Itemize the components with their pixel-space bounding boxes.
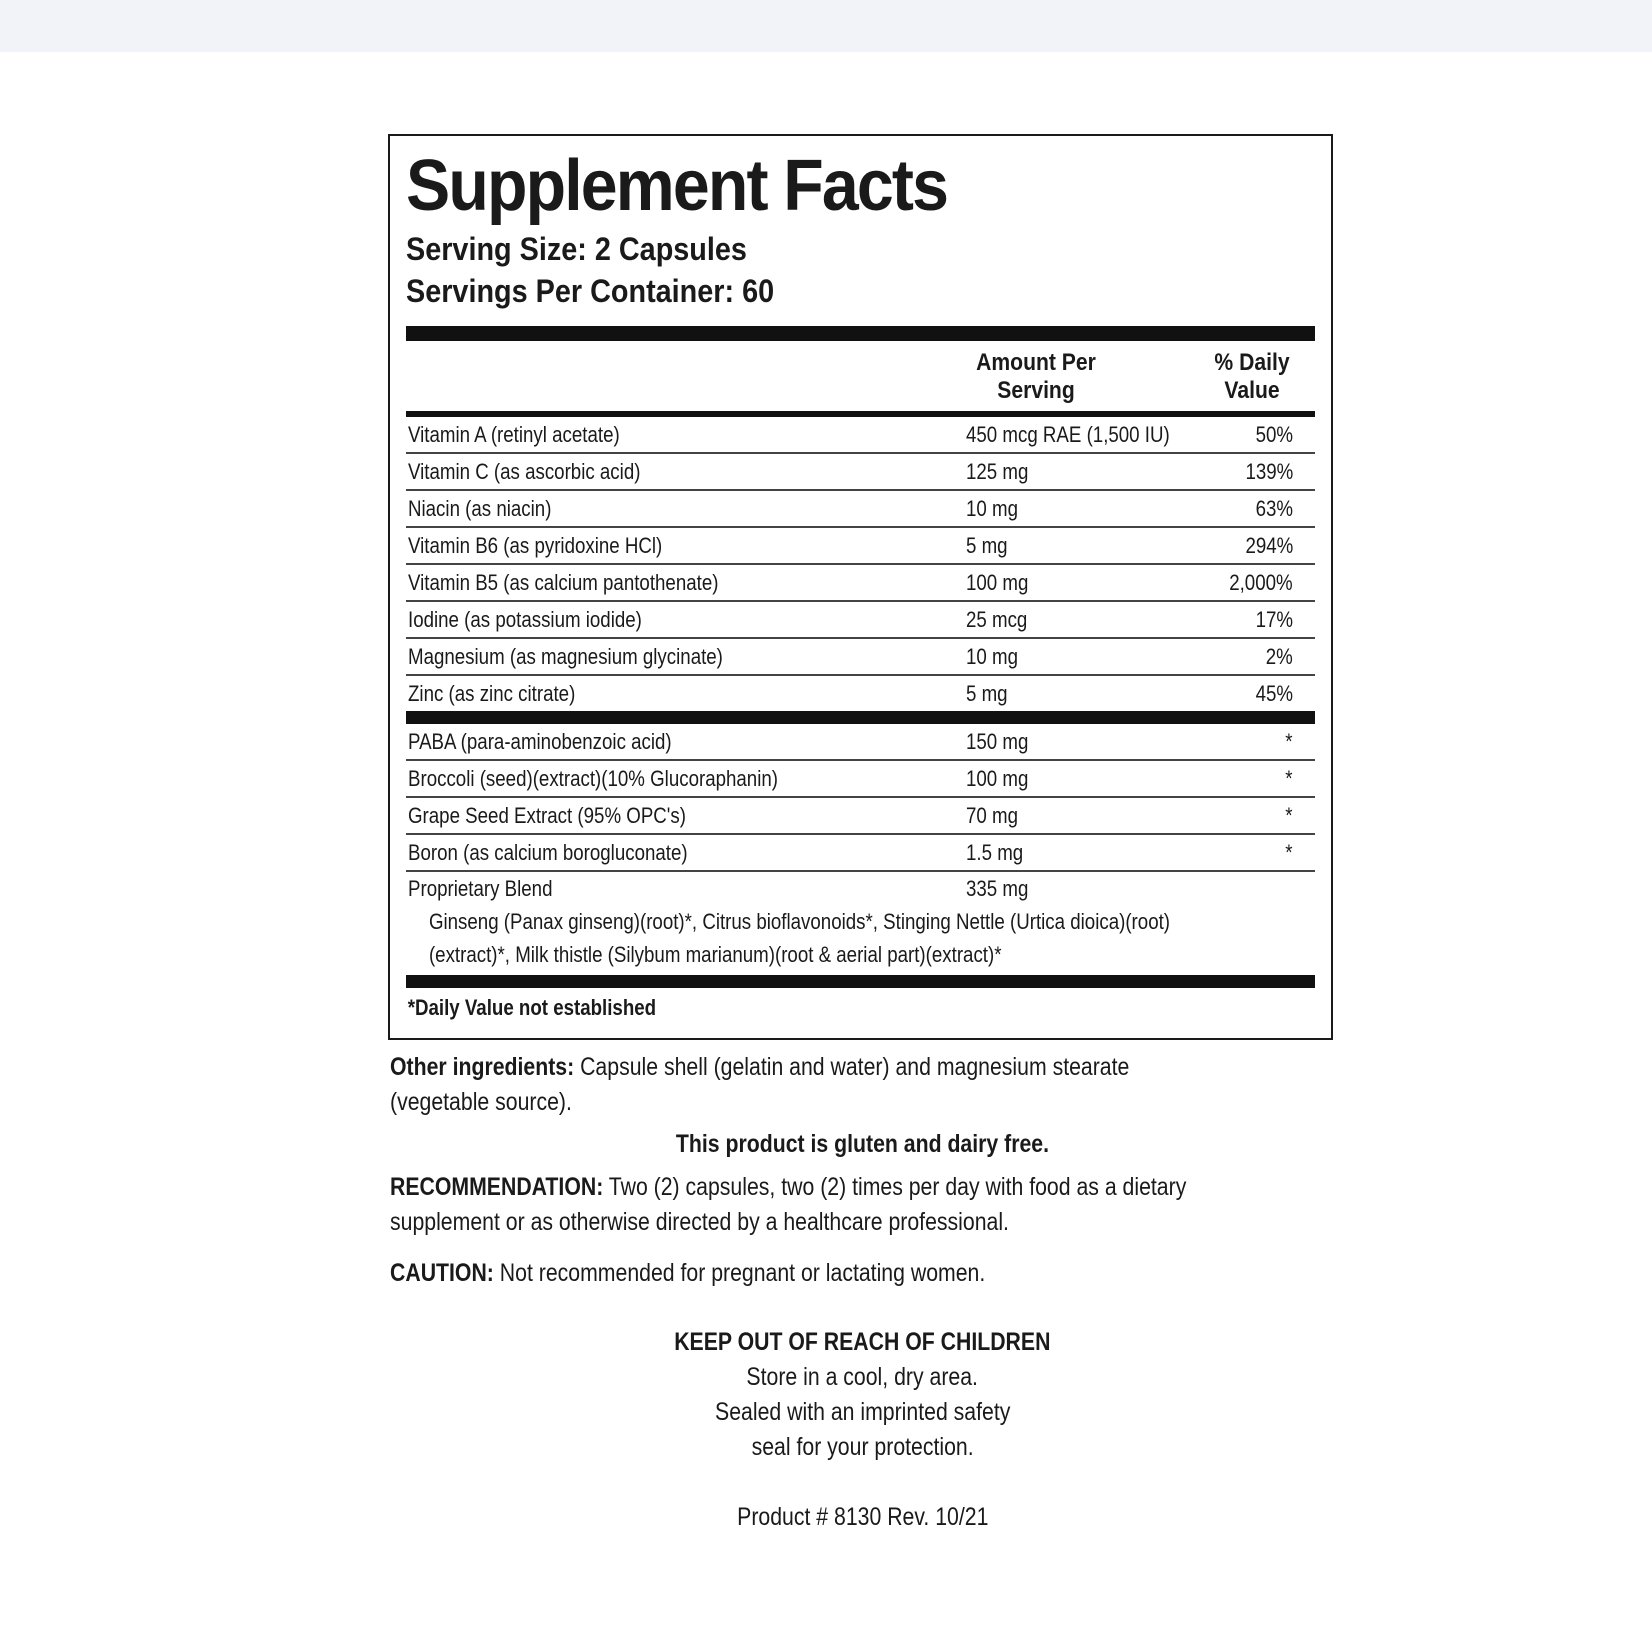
- blend-description-line: (extract)*, Milk thistle (Silybum marianum)(root & aerial part)(extract)*: [428, 942, 1002, 967]
- servings-per-container: Servings Per Container: 60: [406, 273, 775, 309]
- thick-divider: [406, 711, 1315, 724]
- panel-title: Supplement Facts: [406, 146, 948, 226]
- product-info: Product # 8130 Rev. 10/21: [736, 1503, 989, 1531]
- other-ingredients: Other ingredients: Capsule shell (gelatin and water) and magnesium stearate (vegetable source).: [390, 1053, 1130, 1116]
- keep-out-warning: KEEP OUT OF REACH OF CHILDREN: [674, 1328, 1051, 1356]
- table-row: PABA (para-aminobenzoic acid) 150 mg *: [406, 724, 1315, 761]
- daily-value-header: % Daily Value: [1214, 349, 1290, 404]
- table-row: Boron (as calcium borogluconate) 1.5 mg *: [406, 835, 1315, 872]
- storage-line: seal for your protection.: [751, 1433, 974, 1461]
- thick-divider: [406, 975, 1315, 988]
- table-row: Vitamin C (as ascorbic acid) 125 mg 139%: [406, 454, 1315, 491]
- table-row: Broccoli (seed)(extract)(10% Glucoraphanin) 100 mg *: [406, 761, 1315, 798]
- table-row: Vitamin B6 (as pyridoxine HCl) 5 mg 294%: [406, 528, 1315, 565]
- table-row: Iodine (as potassium iodide) 25 mcg 17%: [406, 602, 1315, 639]
- blend-description-line: Ginseng (Panax ginseng)(root)*, Citrus bioflavonoids*, Stinging Nettle (Urtica dioica)(root): [428, 909, 1171, 934]
- amount-header: Amount Per Serving: [976, 349, 1096, 404]
- serving-size: Serving Size: 2 Capsules: [406, 231, 747, 267]
- top-bar: [0, 0, 1652, 52]
- other-ingredient-list: [406, 724, 1315, 872]
- caution: CAUTION: Not recommended for pregnant or lactating women.: [390, 1259, 986, 1287]
- gluten-statement: This product is gluten and dairy free.: [675, 1130, 1050, 1158]
- storage-line: Sealed with an imprinted safety: [714, 1398, 1011, 1426]
- table-row: Zinc (as zinc citrate) 5 mg 45%: [408, 681, 1293, 706]
- nutrient-list: [406, 417, 1315, 711]
- thick-divider: [406, 326, 1315, 341]
- table-row: Grape Seed Extract (95% OPC's) 70 mg *: [406, 798, 1315, 835]
- column-headers: [406, 341, 1315, 411]
- storage-line: Store in a cool, dry area.: [746, 1363, 979, 1391]
- table-row: Vitamin B5 (as calcium pantothenate) 100 mg 2,000%: [406, 565, 1315, 602]
- table-row: Magnesium (as magnesium glycinate) 10 mg 2%: [406, 639, 1315, 676]
- daily-value-footnote: *Daily Value not established: [407, 995, 657, 1020]
- table-row: Vitamin A (retinyl acetate) 450 mcg RAE (1,500 IU) 50%: [406, 417, 1315, 454]
- table-row: Niacin (as niacin) 10 mg 63%: [406, 491, 1315, 528]
- supplement-facts-panel: [388, 134, 1333, 1040]
- proprietary-blend-row: Proprietary Blend 335 mg: [408, 876, 1029, 901]
- recommendation: RECOMMENDATION: Two (2) capsules, two (2) times per day with food as a dietary supplement or as otherwise directed by a healthcare professional.: [390, 1173, 1187, 1236]
